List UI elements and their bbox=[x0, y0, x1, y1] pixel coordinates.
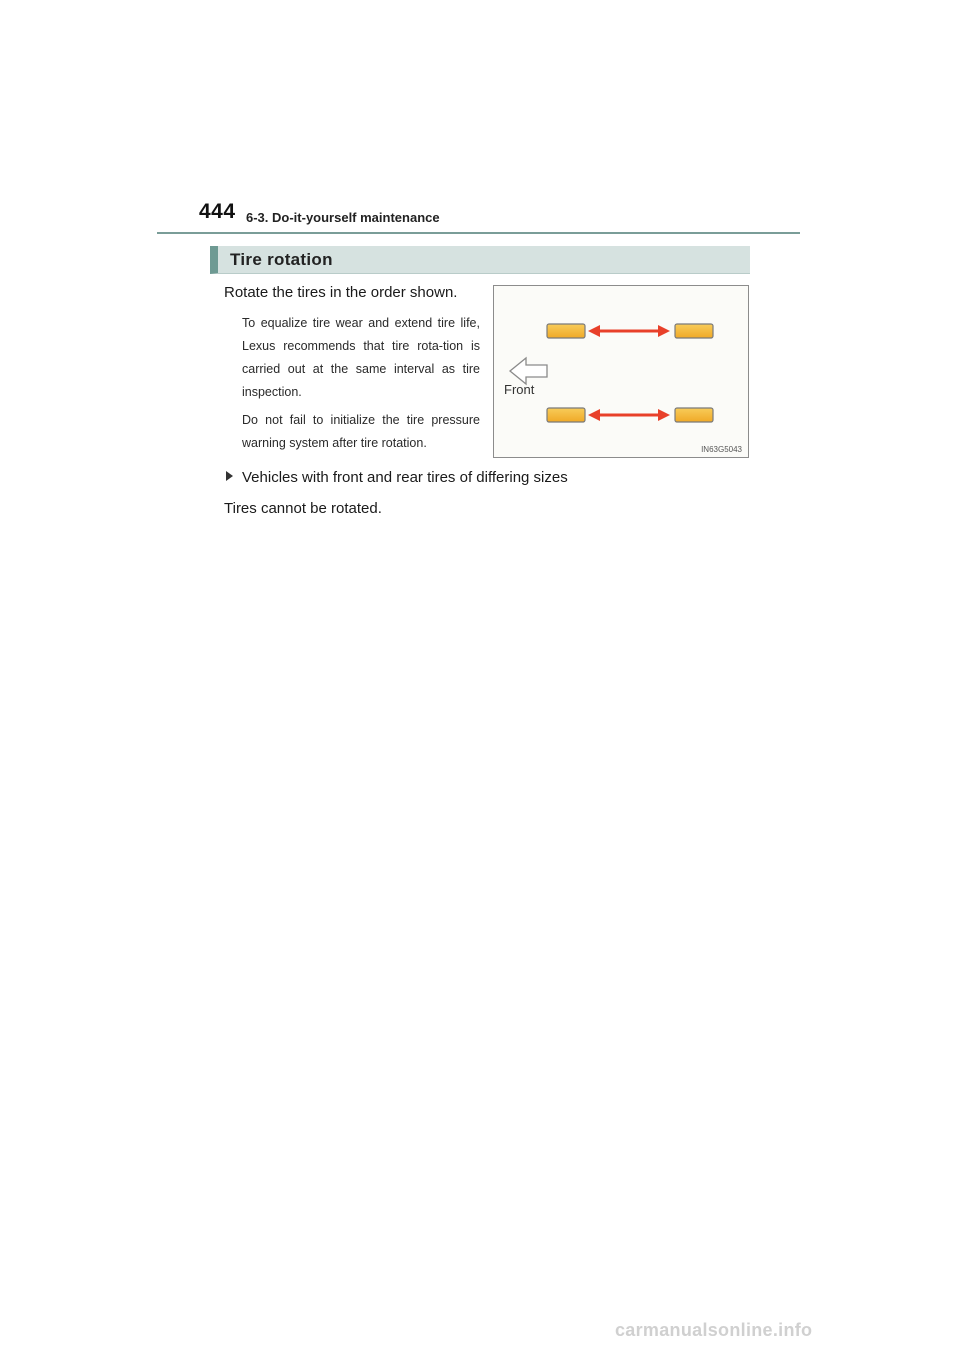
page-number: 444 bbox=[199, 200, 236, 223]
tire-rotation-diagram bbox=[494, 286, 750, 459]
heading-title: Tire rotation bbox=[230, 250, 333, 269]
rear-right-tire bbox=[675, 408, 713, 422]
front-label: Front bbox=[504, 382, 535, 397]
heading-bar bbox=[210, 246, 750, 274]
bullet-triangle-icon bbox=[226, 471, 233, 481]
front-right-tire bbox=[547, 408, 585, 422]
rear-left-tire bbox=[675, 324, 713, 338]
front-direction-arrow bbox=[510, 358, 547, 384]
tire-rotation-figure bbox=[493, 285, 749, 458]
header-divider bbox=[157, 232, 800, 234]
intro-text: Rotate the tires in the order shown. bbox=[224, 284, 458, 301]
bullet-text: Vehicles with front and rear tires of differing sizes bbox=[242, 469, 568, 486]
bullet-differing-sizes bbox=[226, 469, 568, 486]
top-swap-arrow bbox=[588, 325, 670, 337]
bottom-swap-arrow bbox=[588, 409, 670, 421]
note-pressure-warning: Do not fail to initialize the tire pressure warning system after tire rotation. bbox=[242, 413, 480, 450]
conclusion-text: Tires cannot be rotated. bbox=[224, 500, 382, 517]
note-tire-wear: To equalize tire wear and extend tire life, Lexus recommends that tire rota-tion is carried out at the same interval as tire inspection. bbox=[242, 316, 480, 399]
figure-code: IN63G5043 bbox=[701, 445, 742, 454]
section-title: 6-3. Do-it-yourself maintenance bbox=[246, 210, 440, 225]
front-left-tire bbox=[547, 324, 585, 338]
watermark: carmanualsonline.info bbox=[615, 1320, 813, 1340]
